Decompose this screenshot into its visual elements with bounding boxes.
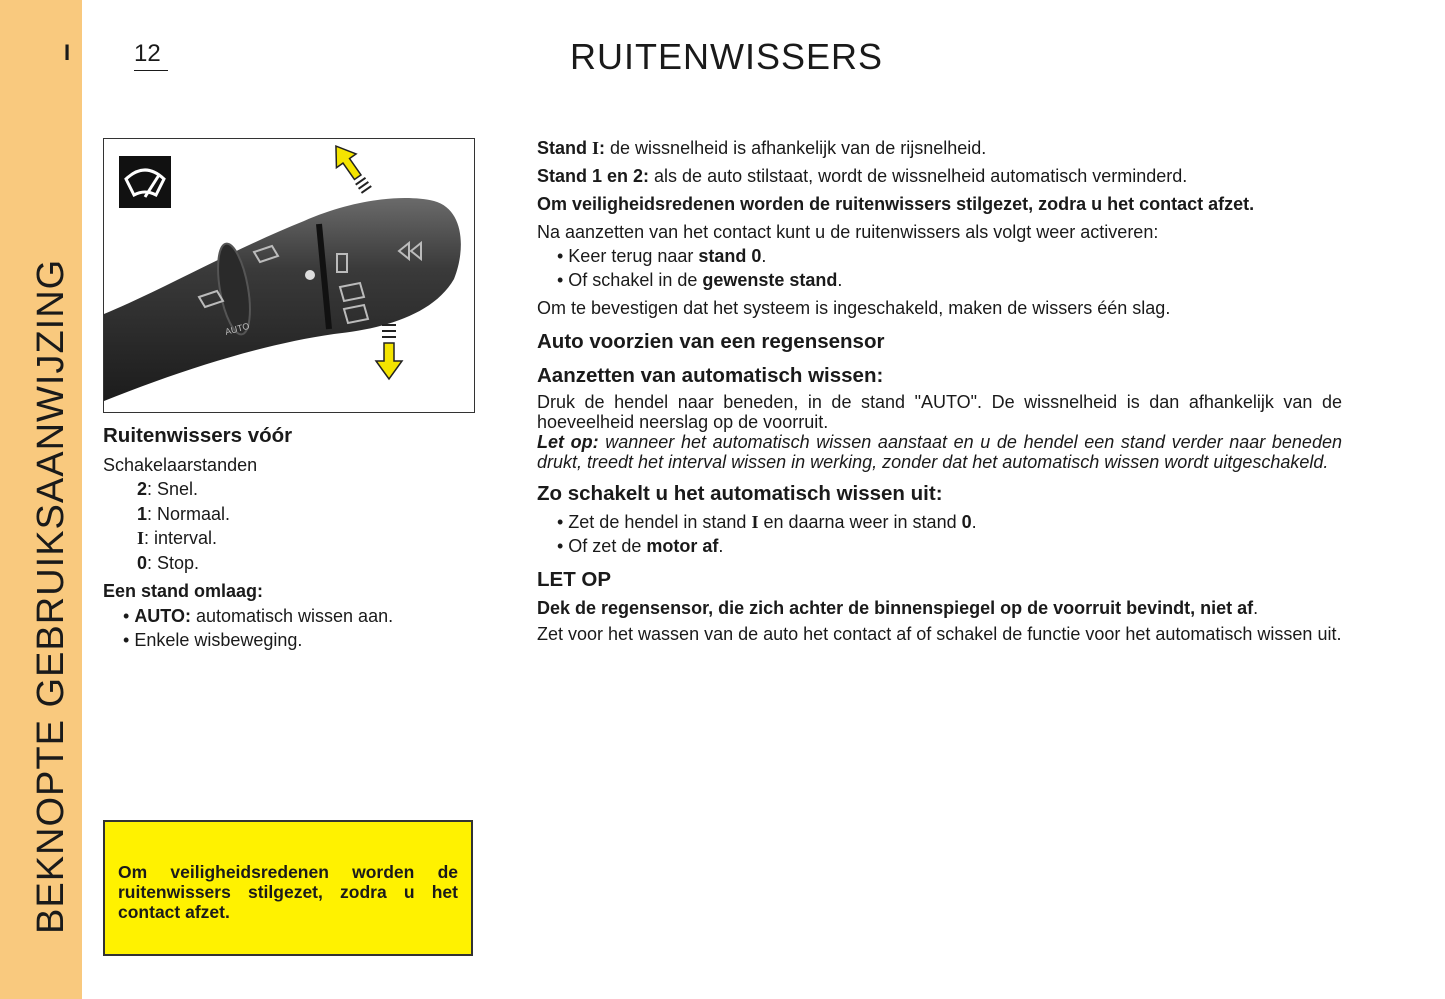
auto-wiping-on-heading: Aanzetten van automatisch wissen:: [537, 364, 884, 387]
caution-heading: LET OP: [537, 568, 612, 591]
list-item: • Enkele wisbeweging.: [123, 630, 303, 650]
arrow-up-icon: [326, 139, 376, 196]
paragraph: Zet voor het wassen van de auto het contact af of schakel de functie voor het automatisch wissen uit.: [537, 624, 1342, 644]
paragraph: Dek de regensensor, die zich achter de binnenspiegel op de voorruit bevindt, niet af.: [537, 598, 1259, 618]
paragraph: Stand 1 en 2: als de auto stilstaat, wordt de wissnelheid automatisch verminderd.: [537, 166, 1188, 186]
position-item: 1: Normaal.: [137, 503, 231, 524]
position-item: 0: Stop.: [137, 552, 200, 573]
wiper-stalk-illustration: [104, 139, 474, 412]
arrow-down-icon: [376, 325, 402, 379]
list-item: • AUTO: automatisch wissen aan.: [123, 605, 394, 626]
paragraph: Stand I: de wissnelheid is afhankelijk van de rijsnelheid.: [537, 138, 987, 158]
auto-marking: AUTO: [223, 320, 251, 337]
list-item: • Of zet de motor af.: [557, 536, 724, 556]
position-item: I: interval.: [137, 528, 218, 548]
paragraph: Na aanzetten van het contact kunt u de ruitenwissers als volgt weer activeren:: [537, 222, 1159, 242]
page-number: 12: [134, 40, 168, 71]
position-item: 2: Snel.: [137, 479, 199, 499]
paragraph: Om te bevestigen dat het systeem is ingeschakeld, maken de wissers één slag.: [537, 298, 1171, 318]
list-item: • Of schakel in de gewenste stand.: [557, 270, 843, 290]
list-item: • Keer terug naar stand 0.: [557, 246, 767, 266]
section-title: BEKNOPTE GEBRUIKSAANWIJZING: [30, 258, 72, 934]
rain-sensor-heading: Auto voorzien van een regensensor: [537, 330, 885, 353]
note: Let op: wanneer het automatisch wissen aanstaat en u de hendel een stand verder naar beneden drukt, treedt het interval wissen in werking, zonder dat het automatisch wissen wordt uitgeschakeld.: [537, 432, 1342, 472]
list-item: • Zet de hendel in stand I en daarna weer in stand 0.: [557, 512, 977, 532]
wiper-stalk-figure: [103, 138, 475, 413]
left-column: [103, 424, 473, 653]
section-marker: I: [64, 40, 71, 65]
front-wipers-heading: Ruitenwissers vóór: [103, 424, 293, 447]
page-title: RUITENWISSERS: [570, 36, 884, 77]
one-position-down-heading: Een stand omlaag:: [103, 581, 264, 601]
paragraph: Druk de hendel naar beneden, in de stand "AUTO". De wissnelheid is dan afhankelijk van de hoeveelheid neerslag op de voorruit.: [537, 392, 1342, 432]
auto-wiping-off-heading: Zo schakelt u het automatisch wissen uit:: [537, 482, 943, 505]
safety-warning-box: Om veiligheidsredenen worden de ruitenwissers stilgezet, zodra u het contact afzet.: [103, 820, 473, 956]
right-column: [537, 136, 1342, 644]
windscreen-wiper-icon: [119, 156, 171, 208]
safety-note: Om veiligheidsredenen worden de ruitenwissers stilgezet, zodra u het contact afzet.: [537, 194, 1255, 214]
switch-positions-intro: Schakelaarstanden: [103, 454, 258, 475]
